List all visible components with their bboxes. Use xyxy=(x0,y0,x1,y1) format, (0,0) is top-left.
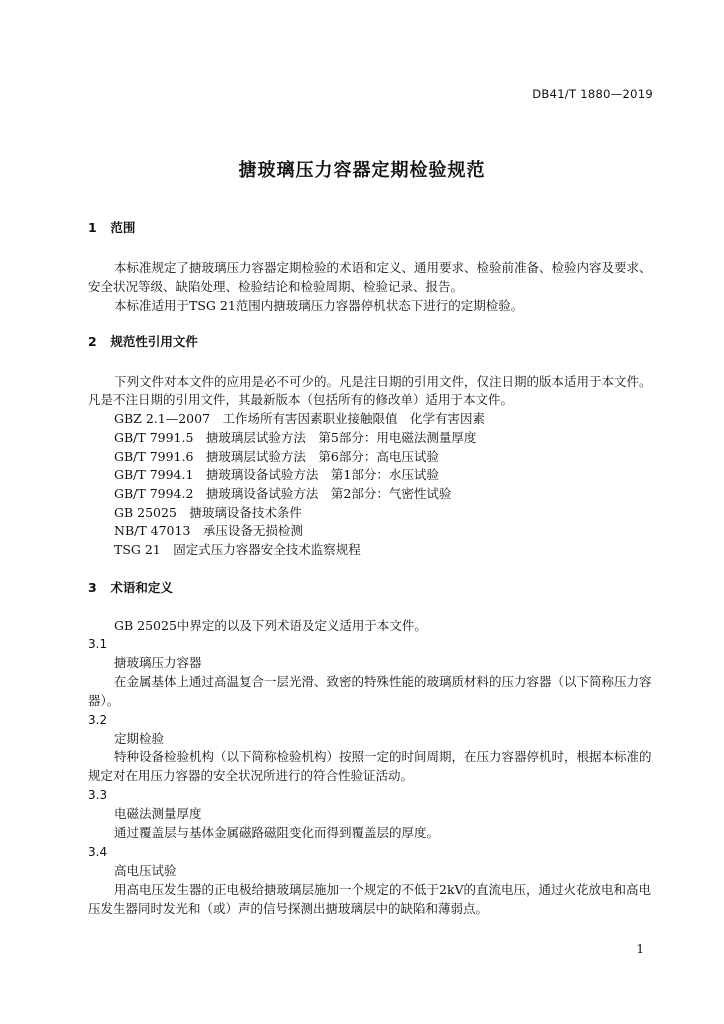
reference-item: NB/T 47013 承压设备无损检测 xyxy=(114,523,303,538)
reference-item: GB/T 7994.1 搪玻璃设备试验方法 第1部分：水压试验 xyxy=(114,467,439,482)
reference-item: GB/T 7991.6 搪玻璃层试验方法 第6部分：高电压试验 xyxy=(114,449,439,464)
section-heading-scope xyxy=(88,222,135,235)
reference-item: GB/T 7994.2 搪玻璃设备试验方法 第2部分：气密性试验 xyxy=(114,486,452,501)
section-title: 术语和定义 xyxy=(110,580,173,595)
term-definition-line: 通过覆盖层与基体金属磁路磁阻变化而得到覆盖层的厚度。 xyxy=(114,825,440,840)
term-definition-line: 在金属基体上通过高温复合一层光滑、致密的特殊性能的玻璃质材料的压力容器（以下简称压力容 xyxy=(114,674,652,689)
term-number: 3.4 xyxy=(88,845,108,859)
section-heading-normative-references xyxy=(88,336,198,349)
reference-item: TSG 21 固定式压力容器安全技术监察规程 xyxy=(114,542,361,557)
reference-item: GBZ 2.1—2007 工作场所有害因素职业接触限值 化学有害因素 xyxy=(114,411,486,426)
term-name: 高电压试验 xyxy=(114,863,177,878)
term-number: 3.2 xyxy=(88,713,108,727)
section-number: 1 xyxy=(88,220,97,235)
reference-item: GB 25025 搪玻璃设备技术条件 xyxy=(114,505,302,520)
section-number: 3 xyxy=(88,580,97,595)
scope-paragraph: 本标准适用于TSG 21范围内搪玻璃压力容器停机状态下进行的定期检验。 xyxy=(114,298,524,313)
term-definition-line: 用高电压发生器的正电极给搪玻璃层施加一个规定的不低于2kV的直流电压，通过火花放电和高电 xyxy=(114,882,652,897)
scope-paragraph-line: 安全状况等级、缺陷处理、检验结论和检验周期、检验记录、报告。 xyxy=(88,279,464,294)
term-number: 3.1 xyxy=(88,637,108,651)
term-name: 电磁法测量厚度 xyxy=(114,806,202,821)
scope-paragraph-line: 本标准规定了搪玻璃压力容器定期检验的术语和定义、通用要求、检验前准备、检验内容及要求、 xyxy=(114,260,652,275)
reference-item: GB/T 7991.5 搪玻璃层试验方法 第5部分：用电磁法测量厚度 xyxy=(114,430,477,445)
normative-intro-line: 下列文件对本文件的应用是必不可少的。凡是注日期的引用文件，仅注日期的版本适用于本文件。 xyxy=(114,374,652,389)
document-title: 搪玻璃压力容器定期检验规范 xyxy=(238,160,486,181)
term-definition-line: 规定对在用压力容器的安全状况所进行的符合性验证活动。 xyxy=(88,768,414,783)
section-number: 2 xyxy=(88,334,97,349)
standard-code: DB41/T 1880—2019 xyxy=(532,87,653,101)
section-title: 规范性引用文件 xyxy=(110,334,198,349)
term-number: 3.3 xyxy=(88,788,108,802)
term-name: 搪玻璃压力容器 xyxy=(114,655,202,670)
normative-intro-line: 凡是不注日期的引用文件，其最新版本（包括所有的修改单）适用于本文件。 xyxy=(88,392,514,407)
section-heading-terms xyxy=(88,582,173,595)
page-number: 1 xyxy=(636,942,644,956)
term-definition-line: 器）。 xyxy=(88,693,120,708)
term-name: 定期检验 xyxy=(114,731,165,746)
terms-intro: GB 25025中界定的以及下列术语及定义适用于本文件。 xyxy=(114,618,427,633)
term-definition-line: 压发生器同时发光和（或）声的信号探测出搪玻璃层中的缺陷和薄弱点。 xyxy=(88,901,489,916)
section-title: 范围 xyxy=(110,220,136,235)
term-definition-line: 特种设备检验机构（以下简称检验机构）按照一定的时间周期，在压力容器停机时，根据本标准的 xyxy=(114,749,652,764)
